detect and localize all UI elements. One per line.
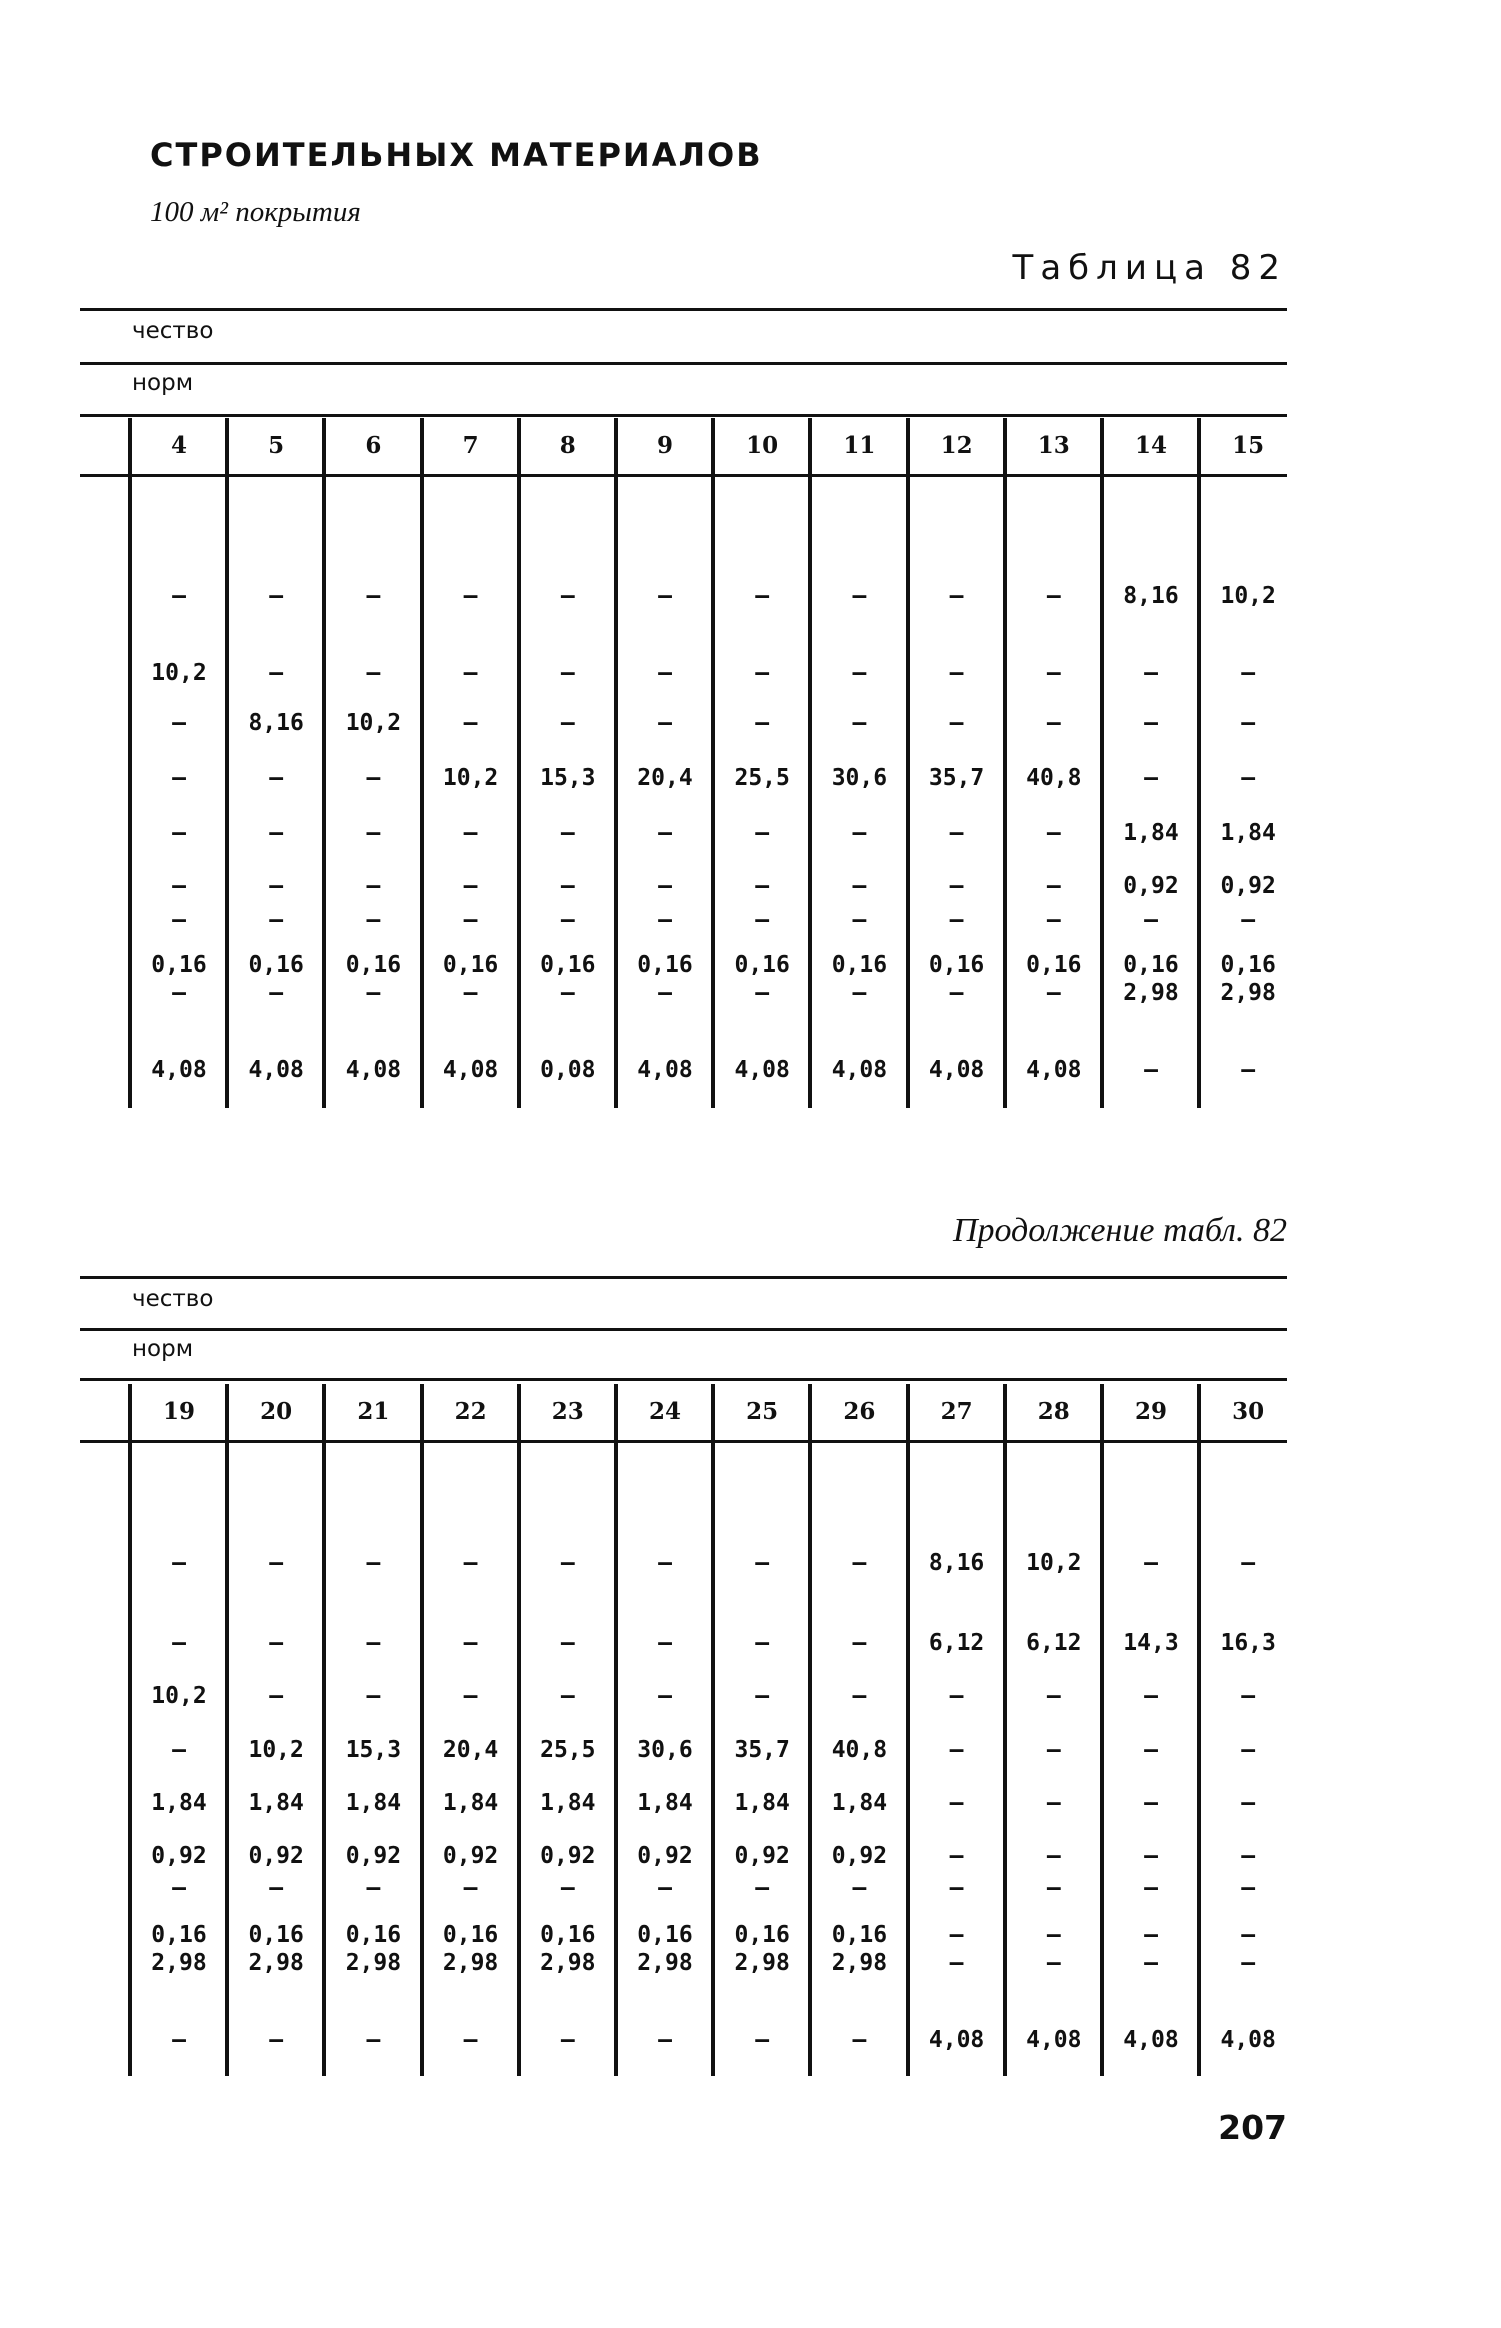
- table-cell: 10,2: [151, 660, 207, 686]
- table-cell: —: [1046, 1922, 1061, 1948]
- quantity-label: чество: [132, 1286, 214, 1312]
- table-cell: —: [366, 1875, 381, 1901]
- table-cell: 10,2: [151, 1683, 207, 1709]
- table-cell: —: [755, 583, 770, 609]
- table-cell: 0,16: [637, 952, 693, 978]
- table-cell: 0,16: [345, 952, 402, 978]
- table-cell: —: [1241, 660, 1256, 686]
- table-cell: —: [1046, 710, 1061, 736]
- table-cell: 0,16: [248, 1922, 304, 1948]
- table-cell: —: [172, 1550, 186, 1576]
- table-cell: —: [560, 1550, 575, 1576]
- table-rule: [80, 414, 1287, 417]
- table-cell: —: [949, 820, 964, 846]
- table-cell: —: [949, 1950, 964, 1976]
- table-cell: —: [172, 980, 186, 1006]
- table-cell: —: [658, 980, 672, 1006]
- table-cell: —: [560, 907, 575, 933]
- table-cell: 0,92: [248, 1843, 304, 1869]
- table-cell: 0,16: [734, 952, 790, 978]
- quantity-label: чество: [132, 318, 214, 344]
- page-heading: СТРОИТЕЛЬНЫХ МАТЕРИАЛОВ: [150, 136, 763, 174]
- table-cell: —: [560, 1630, 575, 1656]
- table-cell: 1,84: [248, 1790, 304, 1816]
- table-cell: 30,6: [831, 765, 888, 791]
- table-cell: —: [1046, 1950, 1061, 1976]
- table-cell: 0,08: [540, 1057, 596, 1083]
- table-cell: —: [755, 660, 770, 686]
- table-cell: —: [949, 583, 964, 609]
- table-cell: 20,4: [442, 1737, 499, 1763]
- table-cell: —: [755, 907, 770, 933]
- table-cell: —: [366, 907, 381, 933]
- table-cell: —: [172, 710, 186, 736]
- table-cell: —: [949, 1683, 964, 1709]
- table-cell: 15,3: [540, 765, 596, 791]
- table-cell: —: [852, 980, 867, 1006]
- table-cell: —: [755, 1550, 770, 1576]
- table-cell: 0,16: [1220, 952, 1276, 978]
- table-cell: —: [658, 660, 672, 686]
- table-cell: —: [269, 765, 284, 791]
- table-cell: —: [366, 873, 381, 899]
- table-cell: —: [755, 980, 770, 1006]
- table-cell: 0,16: [540, 1922, 596, 1948]
- table-cell: —: [172, 1737, 186, 1763]
- table-cell: 0,16: [1026, 952, 1082, 978]
- table-cell: —: [1144, 660, 1158, 686]
- table-cell: —: [1144, 1922, 1158, 1948]
- table-cell: —: [1046, 1683, 1061, 1709]
- table-cell: —: [366, 980, 381, 1006]
- table-cell: —: [560, 2027, 575, 2053]
- table-cell: —: [269, 2027, 284, 2053]
- table-cell: —: [949, 710, 964, 736]
- table-cell: —: [463, 583, 478, 609]
- table-title: Таблица 82: [1012, 248, 1287, 288]
- table-cell: 1,84: [345, 1790, 402, 1816]
- table-cell: 4,08: [1123, 2027, 1179, 2053]
- table-cell: —: [852, 907, 867, 933]
- table-cell: 0,16: [151, 952, 207, 978]
- table-cell: —: [269, 907, 284, 933]
- column-header: 23: [551, 1398, 584, 1425]
- table-cell: —: [269, 1683, 284, 1709]
- table-cell: —: [269, 820, 284, 846]
- table-cell: 40,8: [831, 1737, 888, 1763]
- column-header: 30: [1232, 1398, 1265, 1425]
- table-cell: 8,16: [1123, 583, 1179, 609]
- table-cell: —: [366, 1550, 381, 1576]
- table-cell: 2,98: [831, 1950, 888, 1976]
- table-cell: 20,4: [637, 765, 693, 791]
- table-cell: 2,98: [1220, 980, 1276, 1006]
- table-cell: —: [658, 907, 672, 933]
- column-header: 25: [746, 1398, 779, 1425]
- table-cell: —: [172, 765, 186, 791]
- table-cell: —: [269, 1875, 284, 1901]
- table-cell: —: [1241, 1950, 1256, 1976]
- table-cell: 10,2: [1026, 1550, 1082, 1576]
- column-header: 20: [260, 1398, 293, 1425]
- table-cell: —: [1241, 1875, 1256, 1901]
- table-cell: 0,16: [1123, 952, 1179, 978]
- column-header: 9: [656, 432, 673, 459]
- table-cell: —: [1241, 1683, 1256, 1709]
- table-cell: 0,16: [831, 1922, 888, 1948]
- table-cell: —: [949, 1922, 964, 1948]
- column-header: 22: [454, 1398, 487, 1425]
- table-cell: —: [1046, 907, 1061, 933]
- table-cell: 4,08: [1220, 2027, 1276, 2053]
- table-cell: —: [852, 1550, 867, 1576]
- table-cell: —: [949, 907, 964, 933]
- table-cell: —: [1241, 1550, 1256, 1576]
- table-cell: —: [463, 907, 478, 933]
- table-cell: 0,92: [734, 1843, 790, 1869]
- table-cell: 1,84: [637, 1790, 693, 1816]
- table-cell: 4,08: [928, 1057, 985, 1083]
- table-cell: 2,98: [637, 1950, 693, 1976]
- table-cell: —: [463, 980, 478, 1006]
- table-cell: 0,16: [928, 952, 985, 978]
- table-cell: 0,92: [345, 1843, 402, 1869]
- table-cell: —: [1144, 1843, 1158, 1869]
- table-cell: —: [172, 907, 186, 933]
- table-cell: —: [172, 1875, 186, 1901]
- column-header: 12: [940, 432, 973, 459]
- table-cell: 2,98: [151, 1950, 207, 1976]
- table-cell: —: [1144, 1057, 1158, 1083]
- table-cell: 0,16: [345, 1922, 402, 1948]
- table-cell: —: [269, 980, 284, 1006]
- page-subheading: 100 м² покрытия: [150, 196, 361, 228]
- table-cell: —: [1241, 1843, 1256, 1869]
- table-cell: 4,08: [442, 1057, 499, 1083]
- column-header: 14: [1134, 432, 1167, 459]
- table-cell: 35,7: [928, 765, 985, 791]
- table-cell: —: [366, 583, 381, 609]
- table-rule: [80, 362, 1287, 365]
- table-cell: 4,08: [151, 1057, 207, 1083]
- table-cell: —: [1241, 765, 1256, 791]
- table-cell: —: [560, 660, 575, 686]
- table-cell: —: [463, 1683, 478, 1709]
- table-cell: —: [658, 1550, 672, 1576]
- table-cell: —: [949, 980, 964, 1006]
- table-cell: 16,3: [1220, 1630, 1276, 1656]
- column-header: 19: [162, 1398, 195, 1425]
- table-cell: 25,5: [540, 1737, 596, 1763]
- continuation-title: Продолжение табл. 82: [952, 1212, 1287, 1249]
- table-cell: —: [852, 710, 867, 736]
- table-cell: 4,08: [734, 1057, 790, 1083]
- table-cell: —: [658, 2027, 672, 2053]
- table-cell: 6,12: [928, 1630, 985, 1656]
- table-cell: —: [172, 1630, 186, 1656]
- table-cell: —: [1144, 1550, 1158, 1576]
- column-header: 13: [1037, 432, 1070, 459]
- table-cell: 0,16: [248, 952, 304, 978]
- table-cell: —: [269, 660, 284, 686]
- table-cell: 1,84: [831, 1790, 888, 1816]
- table-cell: 4,08: [1026, 1057, 1082, 1083]
- table-cell: 2,98: [1123, 980, 1179, 1006]
- table-cell: —: [560, 820, 575, 846]
- table-cell: —: [755, 873, 770, 899]
- table-cell: 0,16: [442, 1922, 499, 1948]
- table-cell: —: [463, 2027, 478, 2053]
- table-cell: —: [172, 583, 186, 609]
- table-cell: —: [1144, 1737, 1158, 1763]
- table-cell: —: [1046, 873, 1061, 899]
- table-cell: —: [755, 1630, 770, 1656]
- column-header: 6: [365, 432, 382, 459]
- table-cell: —: [463, 820, 478, 846]
- table-cell: —: [1046, 1875, 1061, 1901]
- table-cell: —: [852, 820, 867, 846]
- norm-label: норм: [132, 370, 194, 396]
- table-cell: 1,84: [1220, 820, 1276, 846]
- table-cell: 1,84: [734, 1790, 790, 1816]
- table-cell: —: [1046, 583, 1061, 609]
- table-cell: 0,92: [637, 1843, 693, 1869]
- norm-label: норм: [132, 1336, 194, 1362]
- table-cell: —: [949, 1737, 964, 1763]
- table-cell: —: [852, 1683, 867, 1709]
- table-cell: —: [463, 1630, 478, 1656]
- table-cell: —: [366, 660, 381, 686]
- table-cell: 2,98: [540, 1950, 596, 1976]
- column-header: 5: [268, 432, 285, 459]
- table-cell: —: [949, 1875, 964, 1901]
- column-header: 11: [843, 432, 876, 459]
- column-header: 10: [746, 432, 779, 459]
- table-cell: 2,98: [345, 1950, 402, 1976]
- table-cell: 25,5: [734, 765, 790, 791]
- column-header: 26: [843, 1398, 876, 1425]
- table-cell: —: [658, 1875, 672, 1901]
- table-cell: —: [852, 2027, 867, 2053]
- table-rule: [80, 474, 1287, 477]
- table-cell: —: [560, 873, 575, 899]
- table-cell: 4,08: [248, 1057, 304, 1083]
- table-cell: —: [1046, 1737, 1061, 1763]
- table-cell: —: [1144, 1875, 1158, 1901]
- table-cell: —: [269, 873, 284, 899]
- table-cell: —: [1241, 1737, 1256, 1763]
- table-cell: —: [852, 660, 867, 686]
- table-cell: —: [1241, 710, 1256, 736]
- table-cell: 0,16: [540, 952, 596, 978]
- table-cell: —: [852, 873, 867, 899]
- table-cell: —: [755, 710, 770, 736]
- table-cell: —: [1144, 765, 1158, 791]
- table-cell: 8,16: [248, 710, 304, 736]
- table-cell: —: [463, 1550, 478, 1576]
- column-header: 28: [1037, 1398, 1070, 1425]
- table-cell: —: [1144, 1950, 1158, 1976]
- table-cell: 8,16: [928, 1550, 985, 1576]
- table-cell: —: [658, 583, 672, 609]
- column-header: 8: [559, 432, 576, 459]
- table-cell: —: [366, 2027, 381, 2053]
- table-cell: —: [269, 1550, 284, 1576]
- table-cell: 2,98: [248, 1950, 304, 1976]
- table-rule: [80, 1378, 1287, 1381]
- table-cell: —: [949, 660, 964, 686]
- table-cell: —: [463, 710, 478, 736]
- table-cell: —: [172, 873, 186, 899]
- table-cell: —: [1241, 1922, 1256, 1948]
- table-cell: —: [366, 820, 381, 846]
- table-cell: 4,08: [1026, 2027, 1082, 2053]
- table-cell: —: [755, 1875, 770, 1901]
- table-cell: —: [755, 2027, 770, 2053]
- table-cell: —: [1241, 1790, 1256, 1816]
- table-cell: 10,2: [248, 1737, 304, 1763]
- table-cell: 0,92: [1220, 873, 1276, 899]
- column-header: 4: [170, 432, 187, 459]
- table-cell: —: [366, 1630, 381, 1656]
- table-cell: 0,16: [442, 952, 499, 978]
- table-rule: [80, 308, 1287, 311]
- table-cell: —: [560, 710, 575, 736]
- table-cell: —: [366, 1683, 381, 1709]
- table-cell: 4,08: [928, 2027, 985, 2053]
- table-cell: 0,16: [734, 1922, 790, 1948]
- table-cell: 10,2: [345, 710, 402, 736]
- column-header: 29: [1134, 1398, 1167, 1425]
- table-cell: 10,2: [442, 765, 499, 791]
- table-cell: 0,92: [540, 1843, 596, 1869]
- table-cell: 40,8: [1026, 765, 1082, 791]
- table-rule: [80, 1440, 1287, 1443]
- table-cell: —: [658, 820, 672, 846]
- table-cell: —: [560, 1875, 575, 1901]
- table-cell: 1,84: [1123, 820, 1179, 846]
- table-cell: —: [1046, 980, 1061, 1006]
- table-cell: —: [1046, 1790, 1061, 1816]
- table-cell: 30,6: [637, 1737, 693, 1763]
- table-cell: 2,98: [734, 1950, 790, 1976]
- table-cell: 0,92: [831, 1843, 888, 1869]
- table-cell: 1,84: [540, 1790, 596, 1816]
- table-cell: 1,84: [151, 1790, 207, 1816]
- table-cell: —: [1241, 907, 1256, 933]
- column-header: 21: [357, 1398, 390, 1425]
- table-cell: —: [1046, 660, 1061, 686]
- table-cell: —: [1144, 1683, 1158, 1709]
- table-cell: —: [658, 1630, 672, 1656]
- table-cell: —: [755, 1683, 770, 1709]
- table-cell: 15,3: [345, 1737, 402, 1763]
- table-cell: —: [560, 1683, 575, 1709]
- table-cell: 4,08: [345, 1057, 402, 1083]
- table-cell: 35,7: [734, 1737, 790, 1763]
- table-cell: —: [755, 820, 770, 846]
- table-cell: —: [172, 820, 186, 846]
- table-cell: 0,16: [637, 1922, 693, 1948]
- column-header: 7: [462, 432, 479, 459]
- table-cell: —: [949, 1790, 964, 1816]
- table-cell: —: [1241, 1057, 1256, 1083]
- table-cell: —: [463, 1875, 478, 1901]
- table-cell: —: [172, 2027, 186, 2053]
- table-cell: 0,92: [1123, 873, 1179, 899]
- table-cell: 0,92: [442, 1843, 499, 1869]
- table-cell: —: [1144, 1790, 1158, 1816]
- table-cell: —: [1046, 820, 1061, 846]
- table-cell: —: [949, 873, 964, 899]
- table-cell: —: [1144, 710, 1158, 736]
- table-cell: 4,08: [637, 1057, 693, 1083]
- table-cell: 0,92: [151, 1843, 207, 1869]
- column-header: 24: [648, 1398, 681, 1425]
- table-cell: —: [269, 583, 284, 609]
- table-cell: 6,12: [1026, 1630, 1082, 1656]
- table-cell: —: [463, 660, 478, 686]
- table-cell: —: [658, 710, 672, 736]
- table-cell: —: [366, 765, 381, 791]
- table-cell: —: [463, 873, 478, 899]
- table-cell: 2,98: [442, 1950, 499, 1976]
- column-header: 15: [1232, 432, 1265, 459]
- table-cell: 10,2: [1220, 583, 1276, 609]
- table-cell: —: [658, 1683, 672, 1709]
- table-cell: —: [269, 1630, 284, 1656]
- table-cell: —: [852, 583, 867, 609]
- table-cell: —: [949, 1843, 964, 1869]
- table-cell: 1,84: [442, 1790, 499, 1816]
- table-cell: 0,16: [831, 952, 888, 978]
- table-cell: —: [852, 1630, 867, 1656]
- table-rule: [80, 1328, 1287, 1331]
- table-cell: —: [560, 980, 575, 1006]
- table-cell: —: [1144, 907, 1158, 933]
- table-cell: 0,16: [151, 1922, 207, 1948]
- column-header: 27: [940, 1398, 973, 1425]
- table-cell: —: [1046, 1843, 1061, 1869]
- table-cell: —: [658, 873, 672, 899]
- table-cell: 14,3: [1123, 1630, 1179, 1656]
- table-cell: —: [560, 583, 575, 609]
- page-number: 207: [1218, 2108, 1287, 2147]
- table-cell: —: [852, 1875, 867, 1901]
- table-rule: [80, 1276, 1287, 1279]
- table-cell: 4,08: [831, 1057, 888, 1083]
